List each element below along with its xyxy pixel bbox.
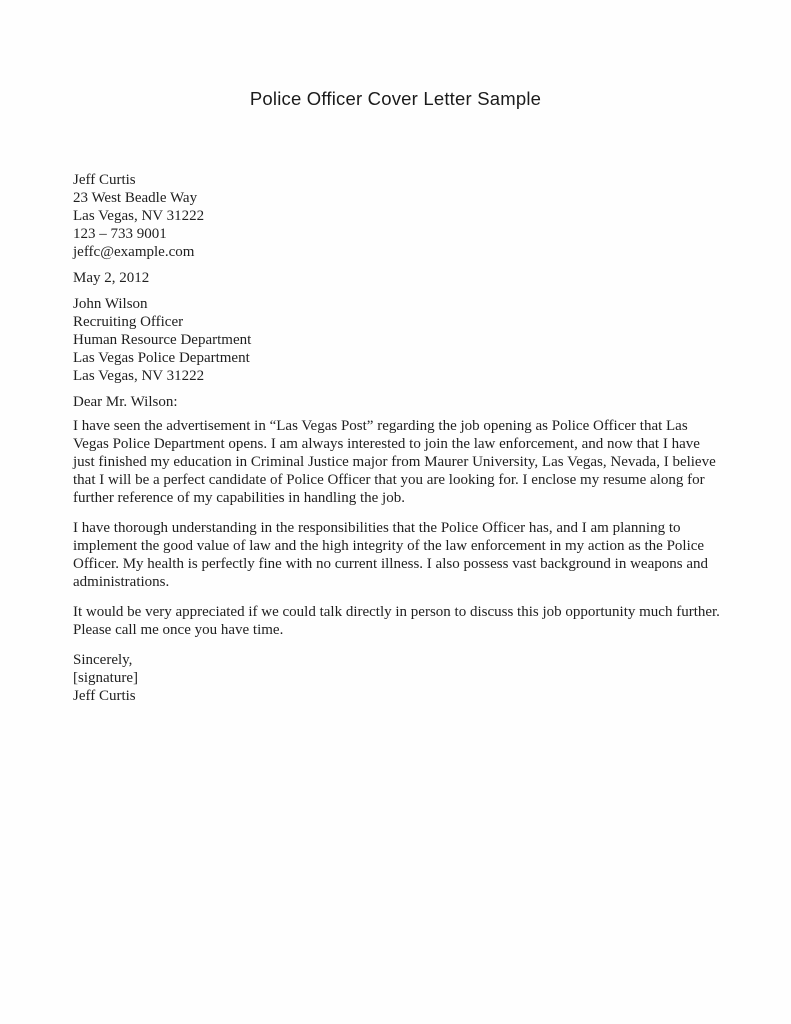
sender-email: jeffc@example.com [73, 244, 195, 260]
body-paragraph-3: It would be very appreciated if we could talk directly in person to discuss this job opportunity much further. Please call me once you have time. [73, 604, 720, 638]
date-line [73, 269, 725, 287]
letter-date: May 2, 2012 [73, 270, 150, 286]
closing-block [73, 651, 725, 705]
document-title: Police Officer Cover Letter Sample [249, 88, 542, 109]
sender-name: Jeff Curtis [73, 172, 136, 188]
sender-street: 23 West Beadle Way [73, 190, 198, 206]
valediction: Sincerely, [73, 652, 133, 668]
sender-phone: 123 – 733 9001 [73, 226, 167, 242]
letter-body [73, 171, 725, 713]
signed-name: Jeff Curtis [73, 688, 136, 704]
recipient-name: John Wilson [73, 296, 148, 312]
recipient-city: Las Vegas, NV 31222 [73, 368, 205, 384]
recipient-department: Human Resource Department [73, 332, 252, 348]
signature-placeholder: [signature] [73, 670, 138, 686]
recipient-address-block [73, 295, 725, 385]
recipient-job-title: Recruiting Officer [73, 314, 184, 330]
sender-address-block [73, 171, 725, 261]
body-paragraph-2: I have thorough understanding in the responsibilities that the Police Officer has, and I am planning to implement the good value of law and the high integrity of the law enforcement in my action as the Police Officer. My health is perfectly fine with no current illness. I also possess vast background in weapons and administrations. [73, 520, 708, 590]
body-paragraph-1: I have seen the advertisement in “Las Vegas Post” regarding the job opening as Police Officer that Las Vegas Police Department opens. I am always interested to join the law enforcement, and now that I have just finished my education in Criminal Justice major from Maurer University, Las Vegas, Nevada, I believe that I will be a perfect candidate of Police Officer that you are looking for. I enclose my resume along for further reference of my capabilities in handling the job. [73, 418, 716, 506]
sender-city: Las Vegas, NV 31222 [73, 208, 205, 224]
salutation: Dear Mr. Wilson: [73, 394, 178, 410]
recipient-organization: Las Vegas Police Department [73, 350, 250, 366]
